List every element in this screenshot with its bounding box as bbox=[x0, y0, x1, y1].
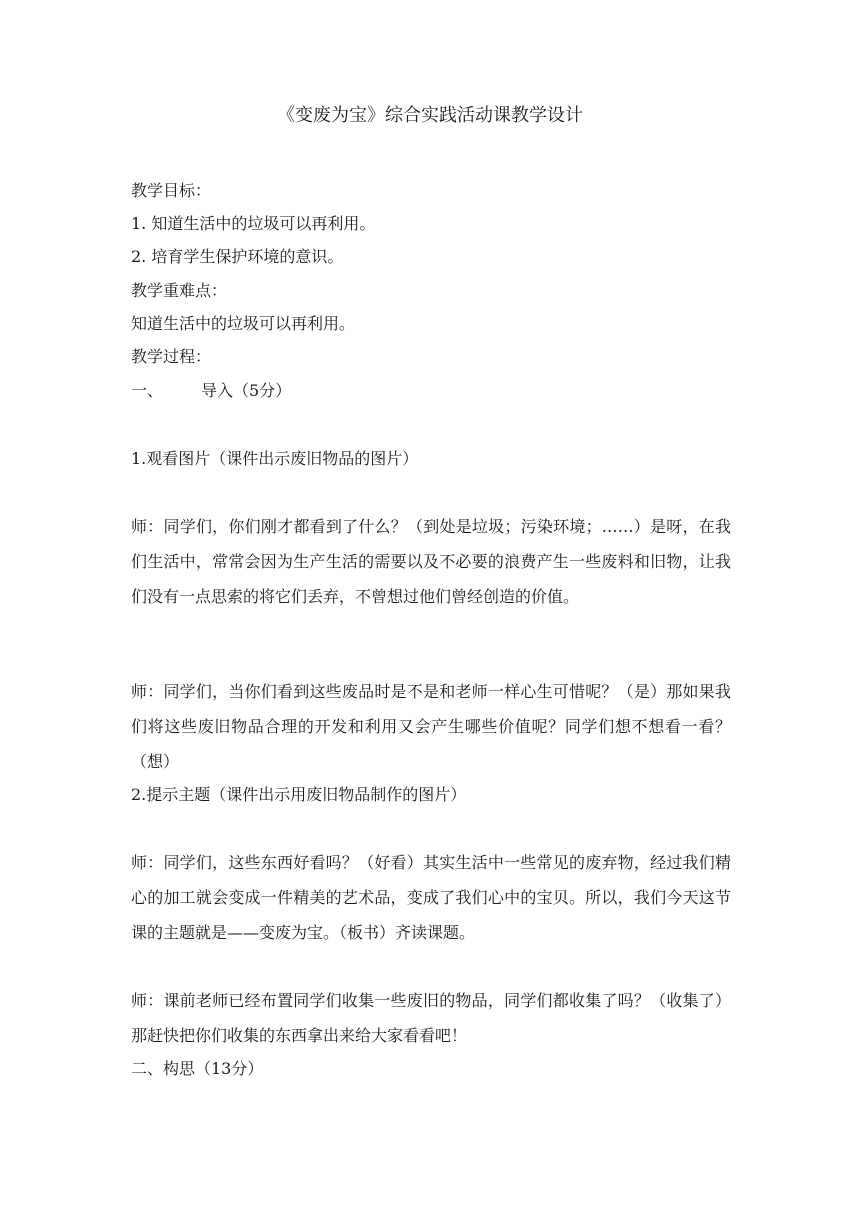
document-title: 《变废为宝》综合实践活动课教学设计 bbox=[277, 105, 583, 126]
paragraph-2: 师：同学们，当你们看到这些废品时是不是和老师一样心生可惜呢？（是）那如果我们将这些废旧物品合理的开发和利用又会产生哪些价值呢？同学们想不想看一看？（想） bbox=[131, 682, 731, 771]
key-heading: 教学重难点： bbox=[131, 281, 228, 300]
paragraph-3: 师：同学们，这些东西好看吗？（好看）其实生活中一些常见的废弃物，经过我们精心的加工就会变成一件精美的艺术品，变成了我们心中的宝贝。所以，我们今天这节课的主题就是——变废为宝。（板书）齐读课题。 bbox=[131, 853, 731, 942]
paragraph-4: 师：课前老师已经布置同学们收集一些废旧的物品，同学们都收集了吗？（收集了）那赶快把你们收集的东西拿出来给大家看看吧！ bbox=[131, 991, 731, 1045]
step-2-heading: 2.提示主题（课件出示用废旧物品制作的图片） bbox=[131, 785, 467, 804]
process-heading: 教学过程： bbox=[131, 347, 212, 366]
paragraph-1: 师：同学们，你们刚才都看到了什么？（到处是垃圾；污染环境；……）是呀，在我们生活中，常常会因为生产生活的需要以及不必要的浪费产生一些废料和旧物，让我们没有一点思索的将它们丢弃，不曾想过他们曾经创造的价值。 bbox=[131, 517, 731, 606]
goal-item-1: 1. 知道生活中的垃圾可以再利用。 bbox=[131, 214, 376, 233]
section-2-heading: 二、构思（13分） bbox=[131, 1059, 264, 1078]
goals-heading: 教学目标： bbox=[131, 181, 212, 200]
step-1-heading: 1.观看图片（课件出示废旧物品的图片） bbox=[131, 449, 419, 468]
goal-item-2: 2. 培育学生保护环境的意识。 bbox=[131, 247, 344, 266]
section-1-number: 一、 bbox=[131, 381, 164, 400]
section-1-heading bbox=[131, 380, 291, 402]
section-1-title: 导入（5分） bbox=[201, 381, 292, 400]
key-point: 知道生活中的垃圾可以再利用。 bbox=[131, 314, 356, 333]
